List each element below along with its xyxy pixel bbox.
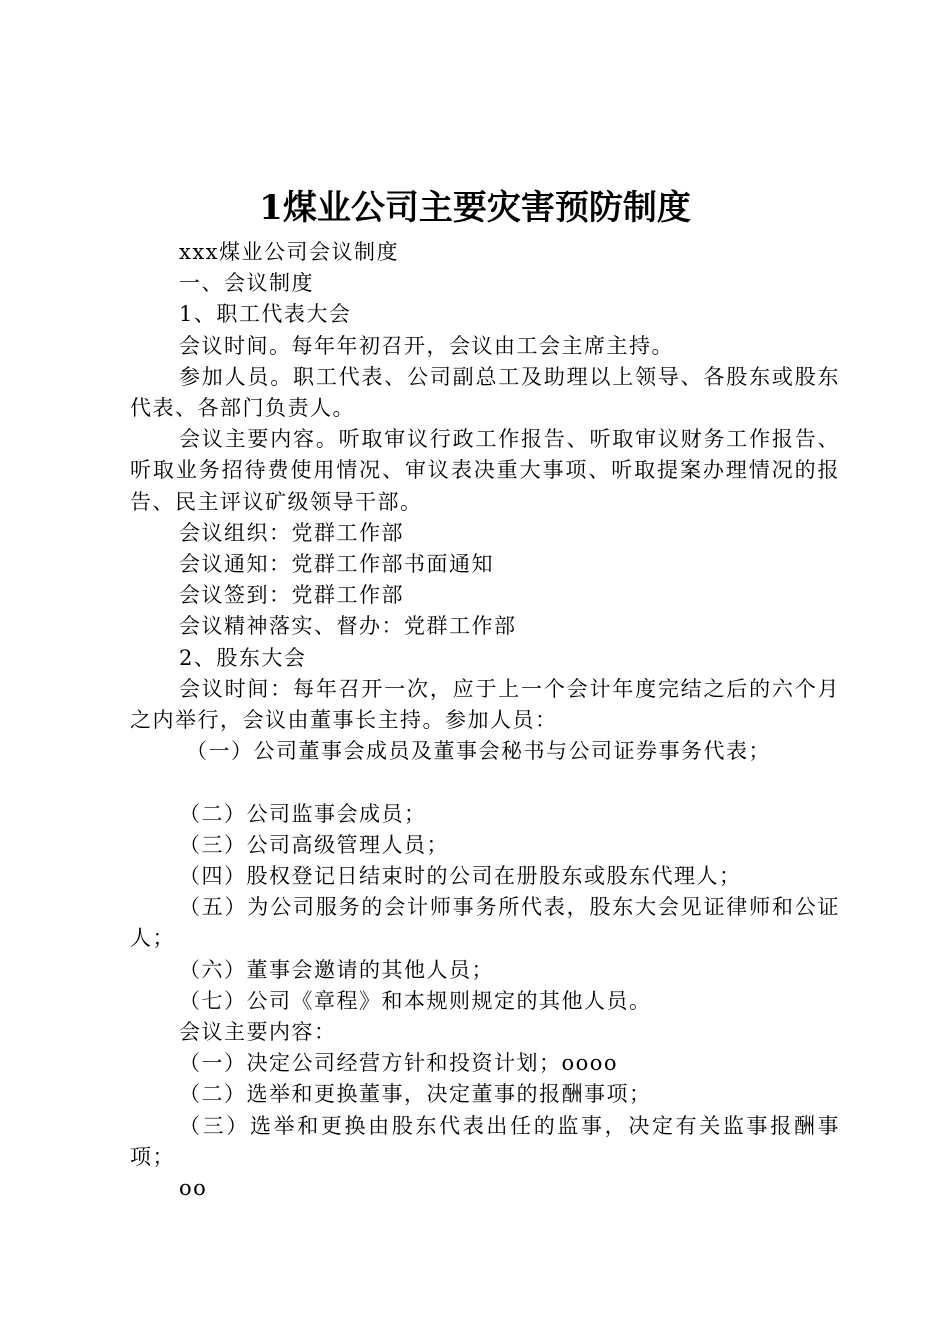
list-item: （六）董事会邀请的其他人员； [179, 957, 494, 982]
paragraph: oo [179, 1176, 208, 1201]
list-item: （二）选举和更换董事，决定董事的报酬事项； [179, 1082, 652, 1107]
document-title: 1煤业公司主要灾害预防制度 [259, 188, 691, 228]
list-item: （一）决定公司经营方针和投资计划；oooo [179, 1051, 619, 1076]
paragraph: 会议主要内容。听取审议行政工作报告、听取审议财务工作报告、听取业务招待费使用情况、审议表决重大事项、听取提案办理情况的报告、民主评议矿级领导干部。 [130, 427, 840, 514]
list-item: （五）为公司服务的会计师事务所代表，股东大会见证律师和公证人； [130, 895, 840, 951]
list-item: （一）公司董事会成员及董事会秘书与公司证券事务代表； [186, 739, 771, 764]
document-body [130, 237, 840, 1204]
paragraph: 参加人员。职工代表、公司副总工及助理以上领导、各股东或股东代表、各部门负责人。 [130, 364, 840, 421]
paragraph: xxx煤业公司会议制度 [179, 240, 400, 264]
list-item: （二）公司监事会成员； [179, 801, 427, 826]
subsection-heading: 1、职工代表大会 [179, 302, 352, 327]
list-item: （三）公司高级管理人员； [179, 832, 449, 857]
paragraph: 会议签到：党群工作部 [179, 583, 404, 608]
paragraph: 会议通知：党群工作部书面通知 [179, 552, 494, 577]
blank-line [130, 767, 840, 798]
paragraph: 会议精神落实、督办：党群工作部 [179, 614, 517, 639]
paragraph: 会议主要内容： [179, 1020, 337, 1045]
list-item: （四）股权登记日结束时的公司在册股东或股东代理人； [179, 864, 742, 889]
paragraph: 会议组织：党群工作部 [179, 520, 404, 545]
paragraph: 会议时间。每年年初召开，会议由工会主席主持。 [179, 333, 674, 358]
section-heading: 一、会议制度 [179, 271, 314, 296]
subsection-heading: 2、股东大会 [179, 645, 307, 670]
list-item: （七）公司《章程》和本规则规定的其他人员。 [179, 988, 652, 1013]
list-item: （三）选举和更换由股东代表出任的监事，决定有关监事报酬事项； [130, 1113, 840, 1169]
paragraph: 会议时间：每年召开一次，应于上一个会计年度完结之后的六个月之内举行，会议由董事长主持。参加人员： [130, 676, 840, 733]
